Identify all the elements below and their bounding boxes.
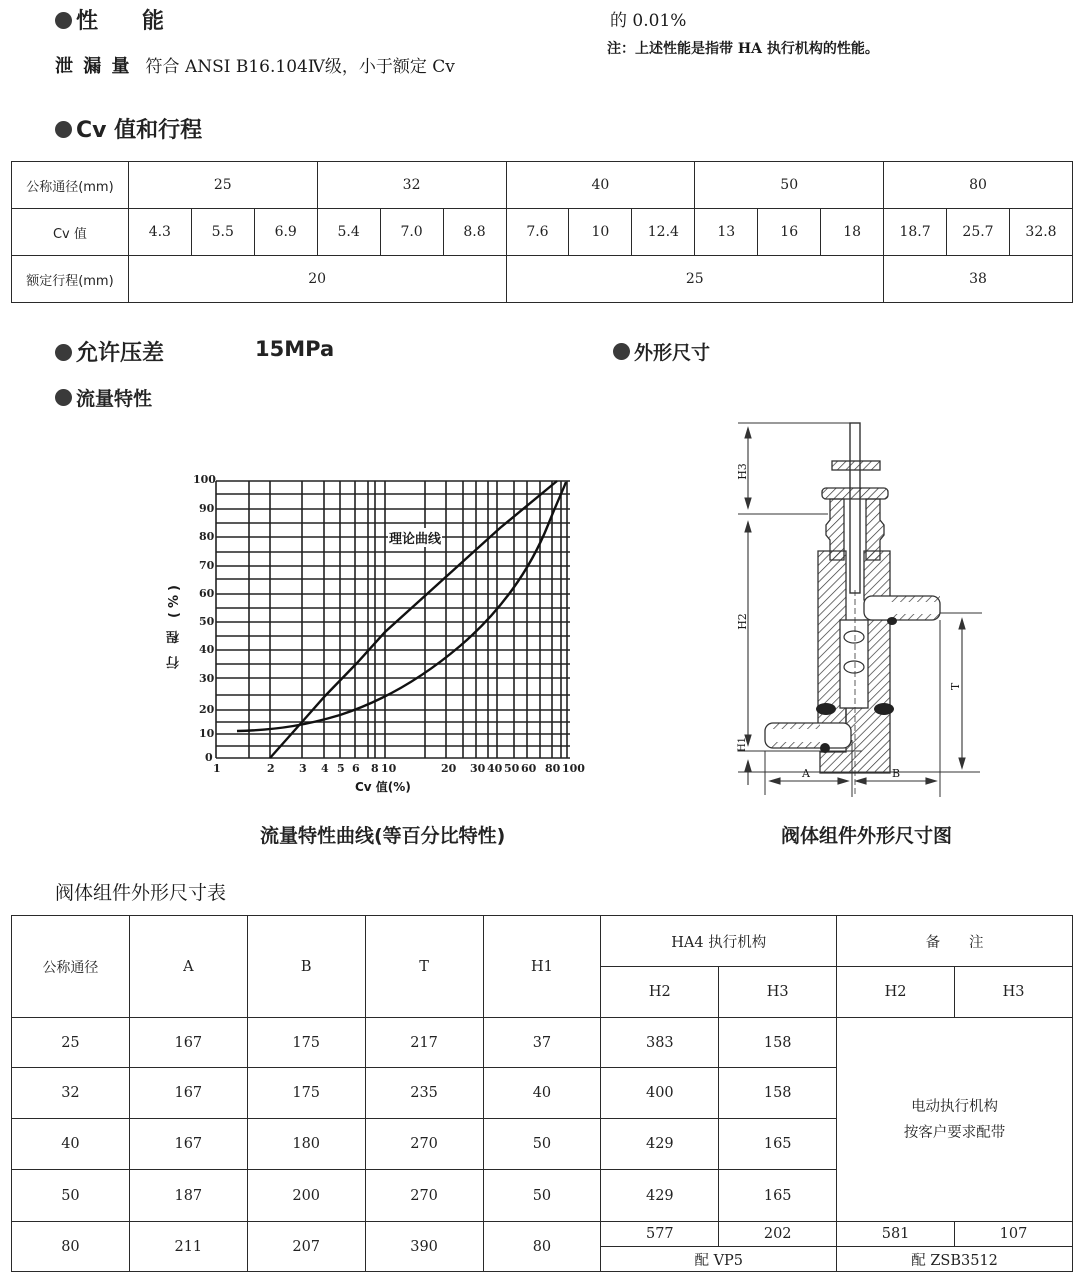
y-tick: 20 [199, 703, 215, 716]
row-label: 额定行程(mm) [12, 256, 129, 303]
theoretical-curve-annotation: 理论曲线 [388, 528, 442, 547]
cv-cell: 5.5 [191, 209, 254, 256]
x-tick: 2 [267, 762, 275, 775]
cell-nominal: 32 [12, 1068, 130, 1119]
cell-nominal: 50 [12, 1170, 130, 1222]
bullet-icon [55, 12, 72, 29]
cell-h2: 400 [601, 1068, 719, 1119]
b-label: B [892, 767, 901, 780]
chart-svg [160, 465, 600, 805]
remark-line-2: 按客户要求配带 [903, 1124, 1006, 1141]
row-label: 公称通径(mm) [12, 162, 129, 209]
x-tick: 50 [504, 762, 520, 775]
leakage-label: 泄 漏 量 [55, 56, 132, 77]
cell-t: 235 [365, 1068, 483, 1119]
cell-b: 175 [247, 1018, 365, 1068]
t-label: T [949, 682, 963, 691]
performance-heading [55, 4, 164, 35]
x-tick: 40 [487, 762, 503, 775]
cell-b: 175 [247, 1068, 365, 1119]
y-tick: 50 [199, 615, 215, 628]
cell-a: 211 [129, 1222, 247, 1272]
header-t: T [365, 916, 483, 1018]
remark-line-1: 电动执行机构 [911, 1098, 999, 1115]
y-tick: 30 [199, 672, 215, 685]
diagram-svg [720, 415, 1000, 815]
header-remark-h2: H2 [837, 967, 955, 1018]
flow-characteristic-chart [160, 465, 600, 805]
header-ha4-h3: H3 [719, 967, 837, 1018]
remark-cell [837, 1018, 1073, 1222]
cell-nominal: 80 [12, 1222, 130, 1272]
cell-h2: 429 [601, 1170, 719, 1222]
x-tick: 30 [470, 762, 486, 775]
cv-heading [55, 113, 202, 144]
x-tick: 8 [371, 762, 379, 775]
a-label: A [802, 767, 810, 780]
x-tick: 3 [299, 762, 307, 775]
nominal-diameter-cell: 25 [128, 162, 317, 209]
nominal-diameter-cell: 50 [695, 162, 884, 209]
header-ha4: HA4 执行机构 [601, 916, 837, 967]
valve-dimension-diagram [720, 415, 1000, 815]
stroke-cell: 25 [506, 256, 884, 303]
cv-cell: 5.4 [317, 209, 380, 256]
bullet-icon [613, 343, 630, 360]
cell-a: 167 [129, 1119, 247, 1170]
cv-cell: 6.9 [254, 209, 317, 256]
h1-label: H1 [737, 736, 749, 753]
cell-h1: 50 [483, 1119, 601, 1170]
cell-h3: 158 [719, 1068, 837, 1119]
y-tick: 90 [199, 502, 215, 515]
nominal-diameter-cell: 40 [506, 162, 695, 209]
y-axis-label: 行 程 (%) [167, 581, 182, 669]
cell-remark-h3: 107 [955, 1222, 1073, 1247]
cv-cell: 16 [758, 209, 821, 256]
table-header-row [12, 916, 1073, 967]
cv-cell: 18.7 [884, 209, 947, 256]
y-tick: 40 [199, 643, 215, 656]
cell-b: 200 [247, 1170, 365, 1222]
cell-remark-note: 配 ZSB3512 [837, 1247, 1073, 1272]
leakage-line [55, 52, 455, 78]
cell-h3: 165 [719, 1170, 837, 1222]
dimension-table-title: 阀体组件外形尺寸表 [55, 882, 227, 904]
cv-cell: 8.8 [443, 209, 506, 256]
cell-h2: 577 [601, 1222, 719, 1247]
x-tick: 20 [441, 762, 457, 775]
cv-cell: 4.3 [128, 209, 191, 256]
flow-chart-caption: 流量特性曲线(等百分比特性) [260, 825, 506, 847]
cv-cell: 12.4 [632, 209, 695, 256]
x-tick: 5 [337, 762, 345, 775]
cell-ha4-note: 配 VP5 [601, 1247, 837, 1272]
cell-h1: 37 [483, 1018, 601, 1068]
cell-a: 187 [129, 1170, 247, 1222]
header-h1: H1 [483, 916, 601, 1018]
cell-t: 217 [365, 1018, 483, 1068]
header-remark: 备 注 [837, 916, 1073, 967]
x-tick: 10 [381, 762, 397, 775]
header-b: B [247, 916, 365, 1018]
header-a: A [129, 916, 247, 1018]
cv-cell: 13 [695, 209, 758, 256]
cv-heading-text: Cv 值和行程 [76, 118, 203, 143]
cell-h1: 50 [483, 1170, 601, 1222]
cell-remark-h2: 581 [837, 1222, 955, 1247]
nominal-diameter-cell: 32 [317, 162, 506, 209]
actual-curve [237, 482, 566, 731]
bullet-icon [55, 121, 72, 138]
y-tick: 10 [199, 727, 215, 740]
header-ha4-h2: H2 [601, 967, 719, 1018]
y-tick: 0 [205, 751, 213, 764]
cv-cell: 18 [821, 209, 884, 256]
header-remark-h3: H3 [955, 967, 1073, 1018]
cell-h3: 165 [719, 1119, 837, 1170]
chart-horizontal-grid [216, 481, 570, 758]
table-row [12, 1018, 1073, 1068]
pressure-heading-text: 允许压差 [76, 341, 165, 366]
dimension-heading-text: 外形尺寸 [634, 342, 711, 364]
cell-a: 167 [129, 1068, 247, 1119]
nominal-diameter-cell: 80 [884, 162, 1073, 209]
x-tick: 1 [213, 762, 221, 775]
cell-h3: 202 [719, 1222, 837, 1247]
h2-label: H2 [735, 613, 749, 630]
cv-cell: 7.0 [380, 209, 443, 256]
cv-cell: 7.6 [506, 209, 569, 256]
x-tick: 4 [321, 762, 329, 775]
cell-nominal: 40 [12, 1119, 130, 1170]
pressure-heading [55, 336, 164, 367]
y-tick: 70 [199, 559, 215, 572]
cell-h3: 158 [719, 1018, 837, 1068]
cell-a: 167 [129, 1018, 247, 1068]
cell-h1: 80 [483, 1222, 601, 1272]
cv-cell: 32.8 [1009, 209, 1072, 256]
cell-b: 180 [247, 1119, 365, 1170]
y-tick: 100 [193, 473, 216, 486]
x-tick: 6 [352, 762, 360, 775]
x-tick: 60 [521, 762, 537, 775]
x-tick: 80 [545, 762, 561, 775]
pressure-value: 15MPa [255, 337, 335, 361]
flow-heading-text: 流量特性 [76, 388, 153, 410]
bullet-icon [55, 344, 72, 361]
table-row [12, 1222, 1073, 1247]
cv-cell: 25.7 [947, 209, 1010, 256]
flow-heading [55, 384, 152, 411]
cell-h2: 429 [601, 1119, 719, 1170]
cell-t: 270 [365, 1119, 483, 1170]
x-tick: 100 [562, 762, 585, 775]
table-row [12, 256, 1073, 303]
h3-label: H3 [735, 463, 749, 480]
performance-heading-text: 性 能 [76, 9, 165, 34]
bullet-icon [55, 389, 72, 406]
cell-h1: 40 [483, 1068, 601, 1119]
table-row [12, 162, 1073, 209]
performance-note: 注：上述性能是指带 HA 执行机构的性能。 [607, 41, 879, 57]
table-row [12, 209, 1073, 256]
cv-stroke-table [11, 161, 1073, 303]
leakage-text-cont: 的 0.01% [610, 11, 687, 31]
cell-t: 270 [365, 1170, 483, 1222]
stroke-cell: 20 [128, 256, 506, 303]
cell-b: 207 [247, 1222, 365, 1272]
row-label: Cv 值 [12, 209, 129, 256]
dimension-heading [613, 338, 710, 365]
leakage-text: 符合 ANSI B16.104Ⅳ级，小于额定 Cv [145, 57, 455, 77]
diagram-caption: 阀体组件外形尺寸图 [781, 825, 953, 847]
y-tick: 60 [199, 587, 215, 600]
cv-cell: 10 [569, 209, 632, 256]
cell-t: 390 [365, 1222, 483, 1272]
dimension-table [11, 915, 1073, 1272]
y-tick: 80 [199, 530, 215, 543]
x-axis-label: Cv 值(%) [355, 780, 411, 794]
cell-h2: 383 [601, 1018, 719, 1068]
stroke-cell: 38 [884, 256, 1073, 303]
cell-nominal: 25 [12, 1018, 130, 1068]
header-nominal: 公称通径 [12, 916, 130, 1018]
